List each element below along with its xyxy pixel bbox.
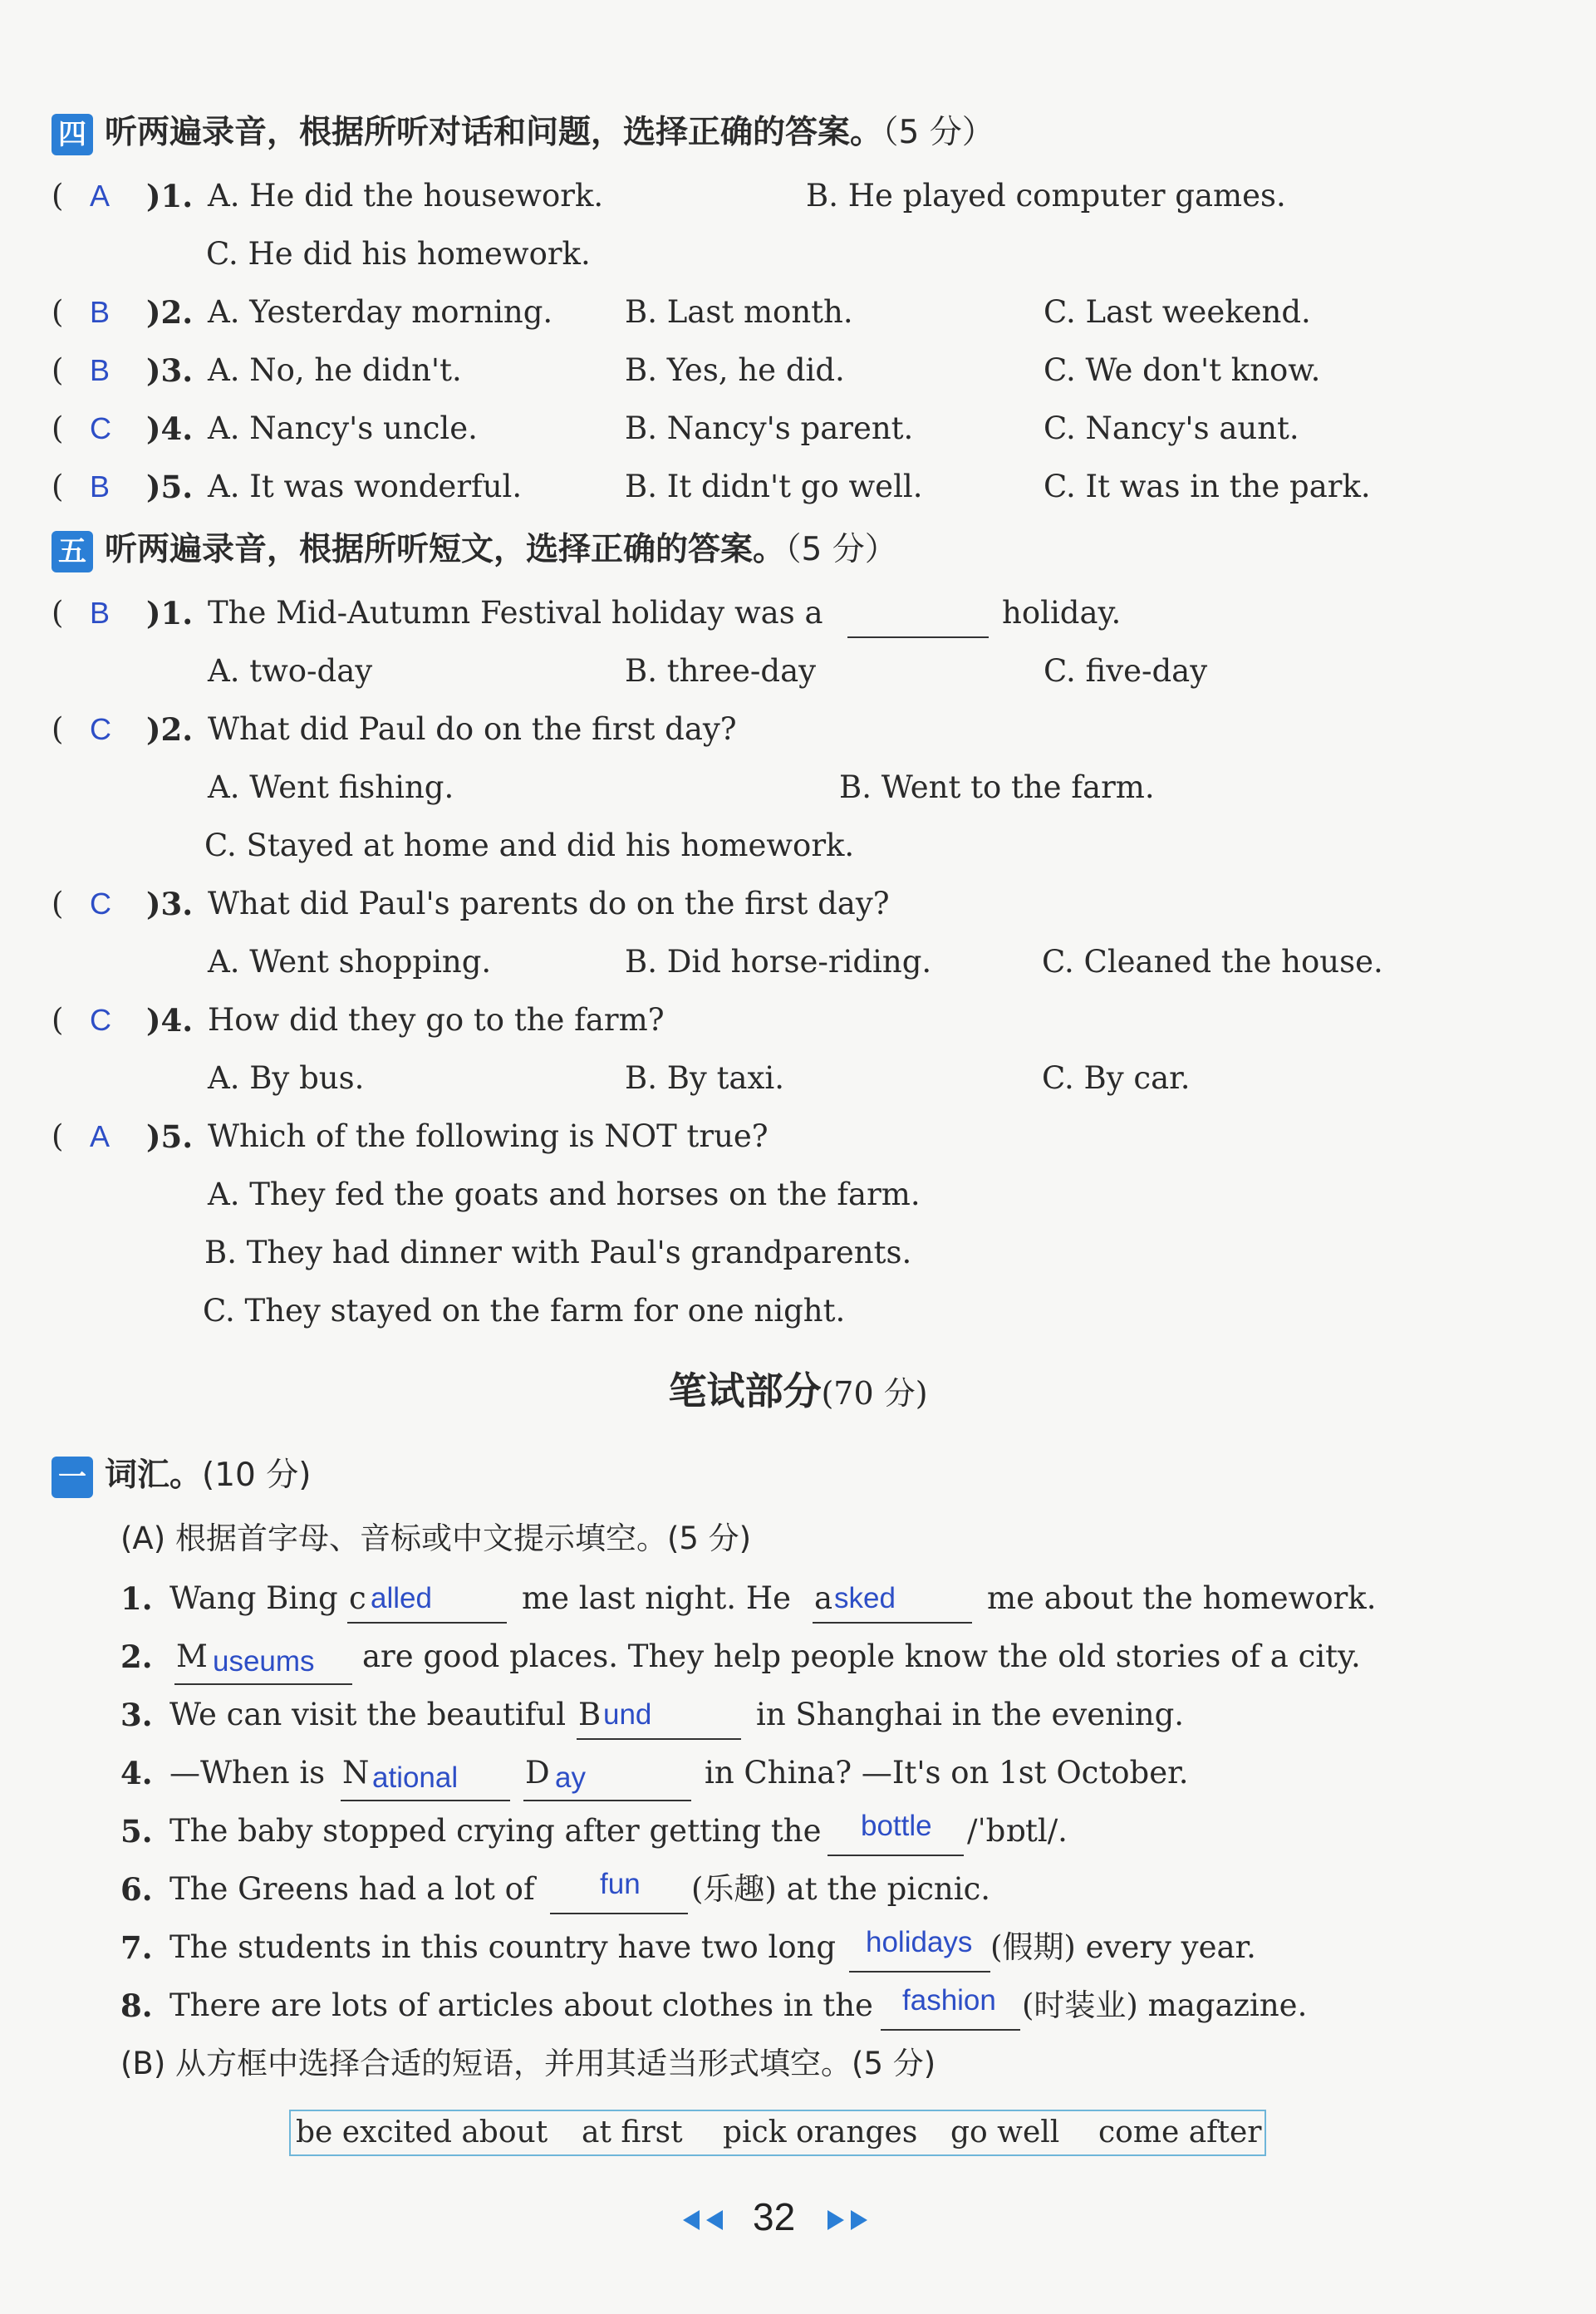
question-number: )4.: [146, 410, 194, 447]
filled-answer: bottle: [861, 1810, 932, 1842]
option-c: C. It was in the park.: [1044, 469, 1371, 504]
section-4-heading: [52, 108, 994, 158]
next-arrow-icon: [827, 2210, 844, 2230]
filled-answer: fashion: [902, 1984, 996, 2017]
phrase-item: come after: [1098, 2115, 1262, 2149]
phrase-box: [289, 2110, 1266, 2156]
option-c: C. By car.: [1042, 1060, 1191, 1096]
option-a: A. It was wonderful.: [208, 469, 523, 504]
written-part-title: 笔试部分(70 分): [668, 1368, 928, 1413]
vocab-part-a-instruction: (A) 根据首字母、音标或中文提示填空。(5 分): [120, 1521, 752, 1556]
filled-answer: ational: [372, 1761, 459, 1794]
answer-mark: C: [90, 887, 111, 921]
answer-mark: A: [90, 179, 110, 213]
option-c: C. Stayed at home and did his homework.: [204, 828, 855, 863]
option-a: A. Nancy's uncle.: [208, 410, 478, 446]
question-number: )1.: [146, 595, 194, 631]
answer-mark: C: [90, 712, 111, 746]
question-number: )3.: [146, 352, 194, 389]
answer-blank: [847, 588, 989, 638]
vocab-title: 词汇。: [105, 1457, 203, 1494]
question-number: )3.: [146, 886, 194, 922]
phrase-item: go well: [950, 2115, 1060, 2149]
option-a: A. They fed the goats and horses on the farm.: [208, 1177, 921, 1212]
section-4-badge: 四: [52, 114, 93, 155]
option-a: A. two-day: [208, 653, 373, 689]
option-c: C. five-day: [1044, 653, 1208, 689]
section-5-heading: [52, 525, 897, 575]
filled-answer: alled: [371, 1582, 432, 1614]
option-a: A. He did the housework.: [208, 178, 604, 214]
vocab-part-b-instruction: (B) 从方框中选择合适的短语，并用其适当形式填空。(5 分): [120, 2046, 936, 2081]
answer-mark: B: [90, 295, 110, 329]
vocab-heading: [52, 1451, 311, 1501]
filled-answer: ay: [555, 1761, 586, 1794]
section-5-badge: 五: [52, 531, 93, 572]
filled-answer: useums: [213, 1645, 315, 1678]
answer-mark: A: [90, 1119, 110, 1153]
page-number: 32: [753, 2195, 796, 2238]
next-arrow-icon: [851, 2210, 867, 2230]
option-a: A. By bus.: [208, 1060, 365, 1096]
option-b: B. Did horse-riding.: [625, 944, 932, 980]
option-a: A. Went shopping.: [208, 944, 492, 980]
answer-mark: B: [90, 353, 110, 387]
option-a: A. No, he didn't.: [208, 352, 462, 388]
question-number: )5.: [146, 1118, 194, 1155]
section-4-title: 听两遍录音，根据所听对话和问题，选择正确的答案。: [105, 114, 883, 151]
phrase-item: at first: [582, 2115, 683, 2149]
question-number: )1.: [146, 178, 194, 214]
option-b: B. Last month.: [625, 294, 853, 330]
option-b: B. three-day: [625, 653, 817, 689]
prev-arrow-icon: [683, 2210, 700, 2230]
question-stem: What did Paul do on the first day?: [208, 711, 737, 747]
vocab-badge: 一: [52, 1457, 93, 1498]
option-c: C. They stayed on the farm for one night.: [203, 1293, 846, 1329]
option-b: B. He played computer games.: [806, 178, 1286, 214]
option-b: B. It didn't go well.: [625, 469, 923, 504]
question-number: )4.: [146, 1002, 194, 1039]
option-c: C. He did his homework.: [206, 236, 591, 272]
question-stem: Which of the following is NOT true?: [208, 1118, 769, 1154]
option-b: B. Yes, he did.: [625, 352, 845, 388]
option-c: C. Last weekend.: [1044, 294, 1311, 330]
answer-mark: B: [90, 596, 110, 630]
answer-mark: C: [90, 1003, 111, 1037]
option-c: C. Cleaned the house.: [1042, 944, 1383, 980]
section-5-score: （5 分）: [785, 531, 897, 568]
question-stem: The Mid-Autumn Festival holiday was a: [208, 595, 823, 631]
phrase-item: be excited about: [296, 2115, 548, 2149]
option-b: B. Nancy's parent.: [625, 410, 914, 446]
answer-blank: [577, 1690, 741, 1740]
option-b: B. By taxi.: [625, 1060, 784, 1096]
page-number-indicator: [681, 2192, 881, 2242]
vocab-score: (10 分): [202, 1457, 312, 1494]
question-stem-end: holiday.: [1002, 595, 1122, 631]
section-5-title: 听两遍录音，根据所听短文，选择正确的答案。: [105, 531, 786, 568]
phrase-item: pick oranges: [723, 2115, 918, 2149]
option-a: A. Went fishing.: [208, 769, 454, 805]
option-c: C. Nancy's aunt.: [1044, 410, 1299, 446]
prev-arrow-icon: [706, 2210, 723, 2230]
question-number: )2.: [146, 294, 194, 331]
filled-answer: und: [603, 1698, 652, 1731]
answer-mark: C: [90, 411, 111, 445]
answer-mark: B: [90, 469, 110, 504]
filled-answer: holidays: [866, 1926, 973, 1958]
filled-answer: sked: [834, 1582, 896, 1614]
option-b: B. Went to the farm.: [839, 769, 1155, 805]
option-c: C. We don't know.: [1044, 352, 1321, 388]
question-stem: How did they go to the farm?: [208, 1002, 665, 1038]
question-number: )5.: [146, 469, 194, 505]
question-number: )2.: [146, 711, 194, 748]
option-a: A. Yesterday morning.: [208, 294, 553, 330]
option-b: B. They had dinner with Paul's grandparents.: [204, 1235, 912, 1270]
section-4-score: （5 分）: [882, 114, 994, 151]
question-stem: What did Paul's parents do on the first day?: [208, 886, 890, 921]
filled-answer: fun: [600, 1868, 641, 1900]
